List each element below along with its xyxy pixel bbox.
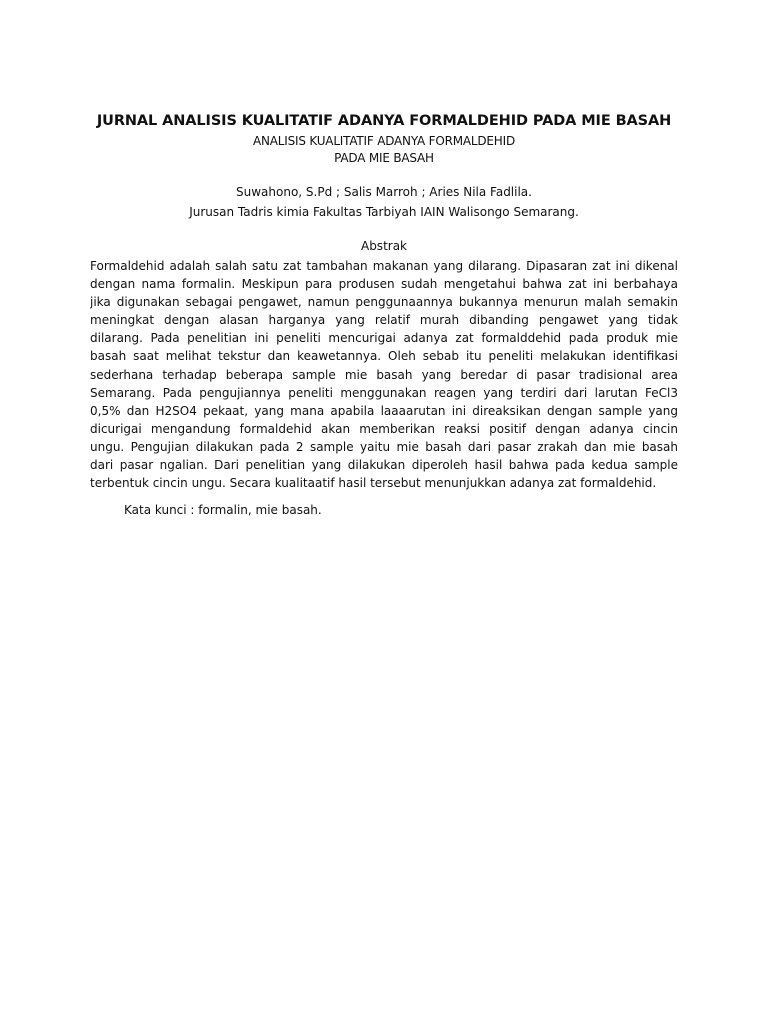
- abstract-line: basah saat melihat tekstur dan keawetannya. Oleh sebab itu peneliti melakukan identifikasi: [90, 349, 678, 364]
- paper-title: JURNAL ANALISIS KUALITATIF ADANYA FORMALDEHID PADA MIE BASAH: [96, 113, 672, 129]
- abstract-line: Formaldehid adalah salah satu zat tambahan makanan yang dilarang. Dipasaran zat ini dikenal: [90, 259, 678, 273]
- paper-subtitle-line-2: PADA MIE BASAH: [334, 151, 434, 165]
- abstract-line: jika digunakan sebagai pengawet, namun penggunaannya bukannya menurun malah semakin: [90, 295, 678, 310]
- abstract-line: 0,5% dan H2SO4 pekaat, yang mana apabila laaaarutan ini direaksikan dengan sample yang: [90, 403, 678, 418]
- abstract-line: Semarang. Pada pengujiannya peneliti menggunakan reagen yang terdiri dari larutan FeCl3: [90, 385, 678, 400]
- keywords: Kata kunci : formalin, mie basah.: [124, 503, 322, 517]
- abstract-line: meningkat dengan alasan harganya yang relatif murah dibanding pengawet yang tidak: [90, 313, 678, 328]
- abstract-line: dilarang. Pada penelitian ini peneliti mencurigai adanya zat formalddehid pada produk mie: [90, 331, 678, 346]
- authors: Suwahono, S.Pd ; Salis Marroh ; Aries Nila Fadlila.: [236, 185, 532, 199]
- affiliation: Jurusan Tadris kimia Fakultas Tarbiyah IAIN Walisongo Semarang.: [189, 205, 579, 219]
- abstract-line: terbentuk cincin ungu. Secara kualitaatif hasil tersebut menunjukkan adanya zat formaldehid.: [90, 476, 657, 491]
- abstract-heading: Abstrak: [360, 239, 408, 253]
- abstract-line: dengan nama formalin. Meskipun para produsen sudah mengetahui bahwa zat ini berbahaya: [90, 277, 678, 292]
- abstract-line: sederhana terhadap beberapa sample mie basah yang beredar di pasar tradisional area: [90, 367, 678, 382]
- abstract-line: dicurigai mengandung formaldehid akan memberikan reaksi positif dengan adanya cincin: [90, 421, 678, 436]
- abstract-body: [90, 257, 678, 492]
- abstract-line: ungu. Pengujian dilakukan pada 2 sample yaitu mie basah dari pasar zrakah dan mie basah: [90, 439, 678, 454]
- paper-subtitle-line-1: ANALISIS KUALITATIF ADANYA FORMALDEHID: [252, 134, 516, 148]
- abstract-line: dari pasar ngalian. Dari penelitian yang dilakukan diperoleh hasil bahwa pada kedua sample: [90, 458, 678, 473]
